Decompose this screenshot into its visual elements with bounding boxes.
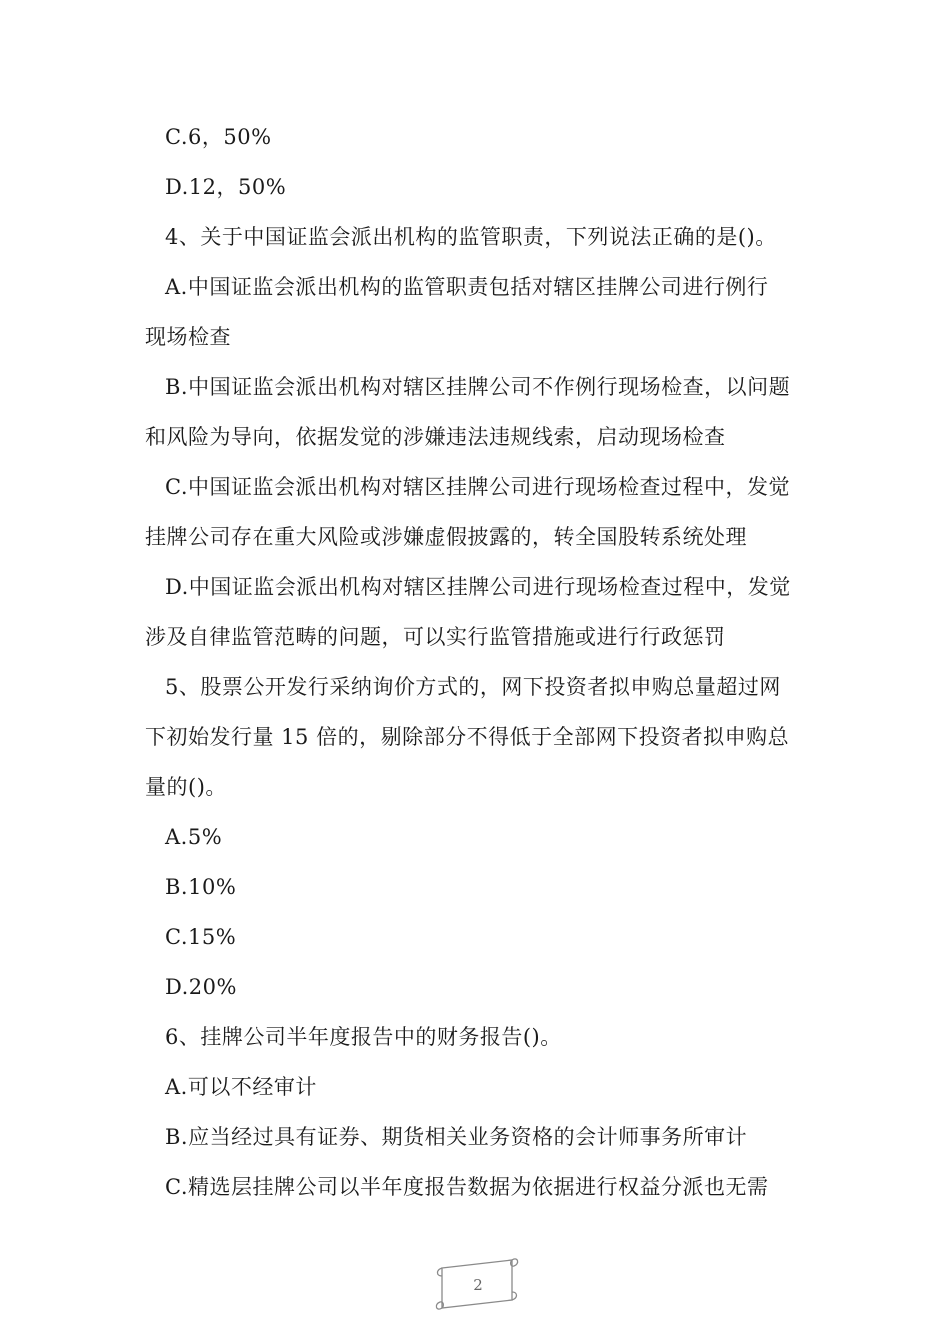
option-d-q4: D.中国证监会派出机构对辖区挂牌公司进行现场检查过程中，发觉: [165, 575, 791, 599]
option-b-q6: B.应当经过具有证券、期货相关业务资格的会计师事务所审计: [165, 1125, 748, 1149]
option-c-q5: C.15%: [165, 925, 237, 949]
question-5: 5、股票公开发行采纳询价方式的，网下投资者拟申购总量超过网: [165, 675, 781, 699]
option-a-q4-cont: 现场检查: [145, 325, 231, 349]
option-c-q4: C.中国证监会派出机构对辖区挂牌公司进行现场检查过程中，发觉: [165, 475, 790, 499]
option-b-q5: B.10%: [165, 875, 237, 899]
question-4: 4、关于中国证监会派出机构的监管职责，下列说法正确的是()。: [165, 225, 777, 249]
question-5-cont-1: 下初始发行量 15 倍的，剔除部分不得低于全部网下投资者拟申购总: [145, 725, 790, 749]
option-c-q4-cont: 挂牌公司存在重大风险或涉嫌虚假披露的，转全国股转系统处理: [145, 525, 747, 549]
option-c-q6: C.精选层挂牌公司以半年度报告数据为依据进行权益分派也无需: [165, 1175, 769, 1199]
question-6: 6、挂牌公司半年度报告中的财务报告()。: [165, 1025, 562, 1049]
option-c-q3: C.6，50%: [165, 125, 272, 149]
page-number: 2: [473, 1276, 483, 1294]
option-a-q5: A.5%: [165, 825, 223, 849]
option-d-q4-cont: 涉及自律监管范畴的问题，可以实行监管措施或进行行政惩罚: [145, 625, 726, 649]
option-a-q4: A.中国证监会派出机构的监管职责包括对辖区挂牌公司进行例行: [165, 275, 769, 299]
option-b-q4-cont: 和风险为导向，依据发觉的涉嫌违法违规线索，启动现场检查: [145, 425, 726, 449]
question-5-cont-2: 量的()。: [145, 775, 227, 799]
option-d-q3: D.12，50%: [165, 175, 287, 199]
option-b-q4: B.中国证监会派出机构对辖区挂牌公司不作例行现场检查，以问题: [165, 375, 791, 399]
option-d-q5: D.20%: [165, 975, 237, 999]
option-a-q6: A.可以不经审计: [165, 1075, 317, 1099]
page-footer: [428, 1250, 524, 1322]
